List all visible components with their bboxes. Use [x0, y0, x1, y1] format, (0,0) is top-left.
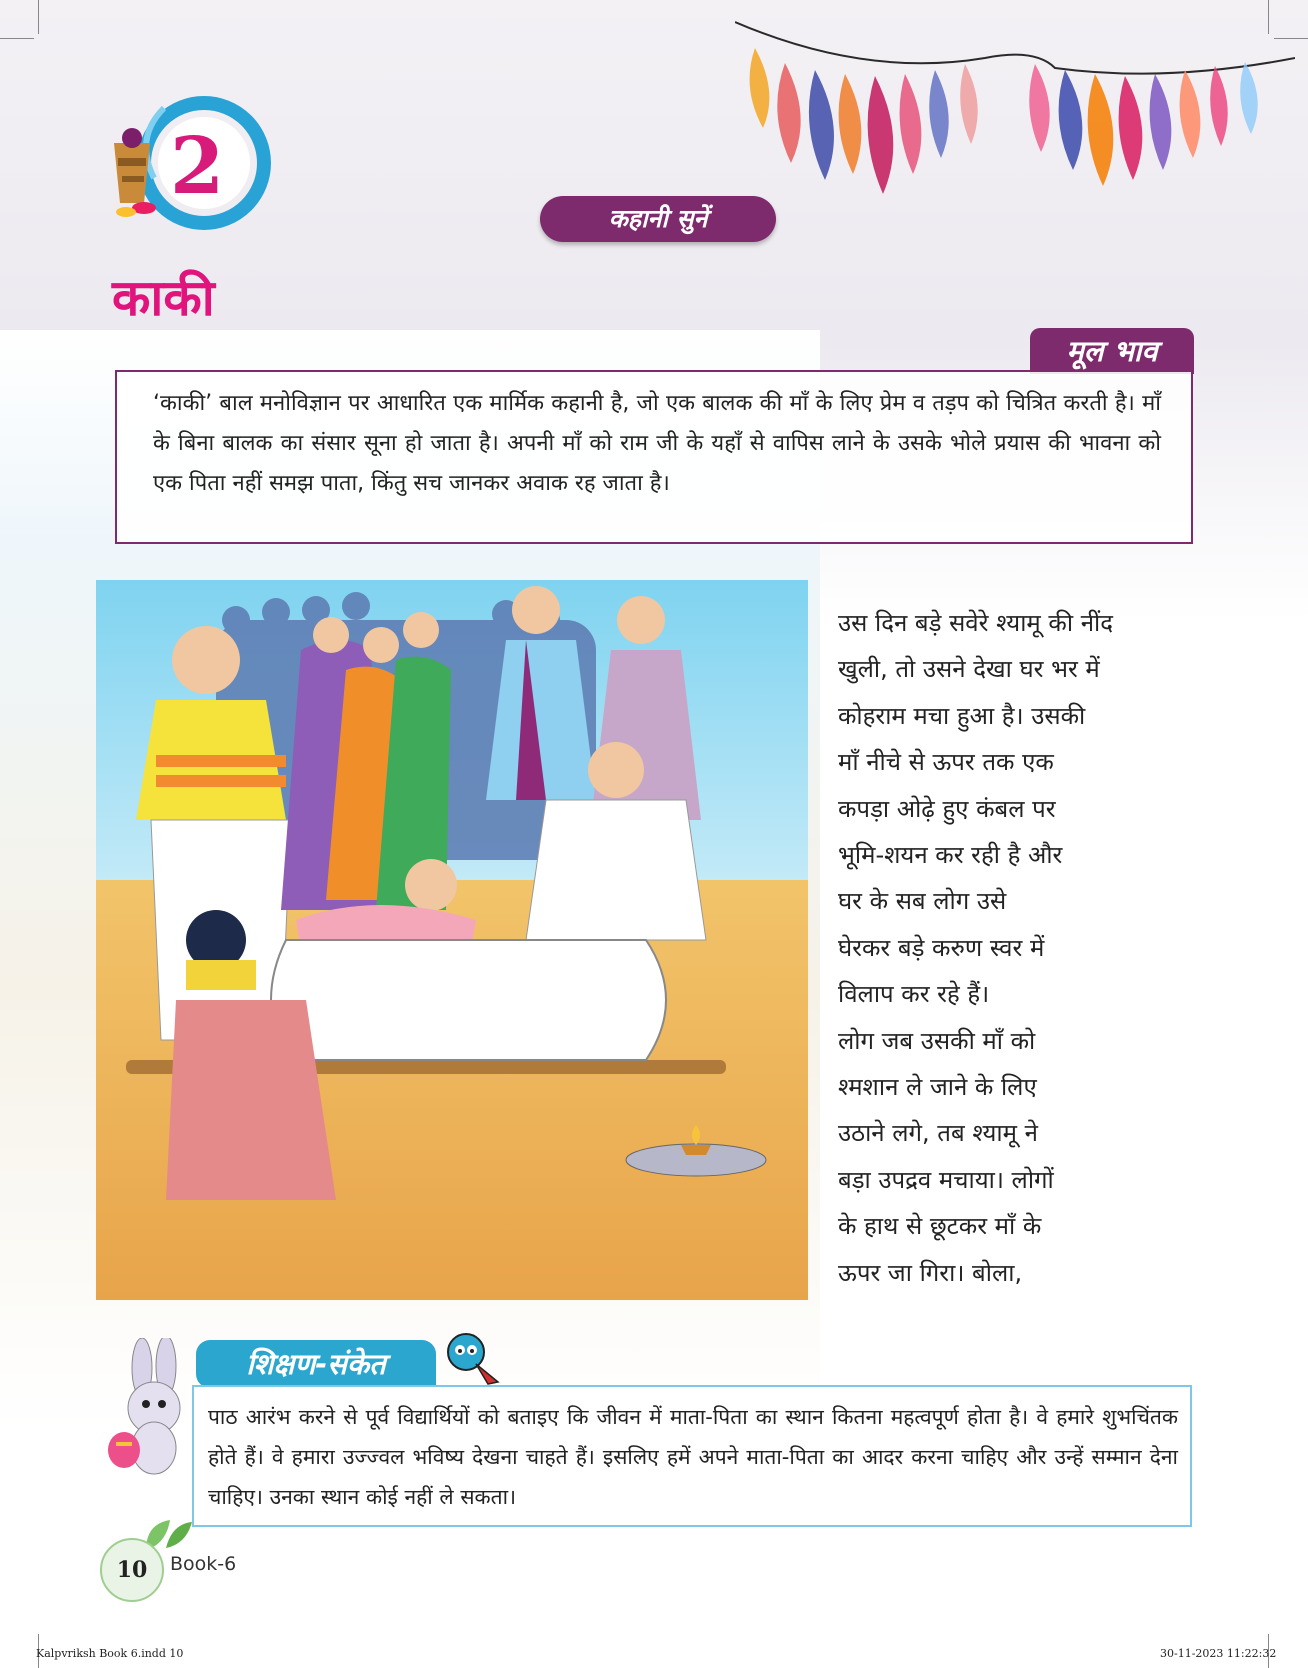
- funeral-scene-illustration: [96, 580, 808, 1300]
- story-line: उस दिन बड़े सवेरे श्यामू की नींद: [838, 609, 1113, 637]
- story-line: घर के सब लोग उसे: [838, 887, 1007, 916]
- story-line: उठाने लगे, तब श्यामू ने: [838, 1119, 1038, 1148]
- listen-story-button[interactable]: कहानी सुनें: [540, 196, 776, 242]
- story-line: माँ नीचे से ऊपर तक एक: [838, 748, 1054, 777]
- story-line: बड़ा उपद्रव मचाया। लोगों: [838, 1165, 1054, 1194]
- story-line: श्मशान ले जाने के लिए: [838, 1073, 1037, 1102]
- file-info: Kalpvriksh Book 6.indd 10: [36, 1647, 184, 1660]
- crop-mark: [0, 38, 34, 39]
- story-line: लोग जब उसकी माँ को: [838, 1026, 1036, 1055]
- story-line: कपड़ा ओढ़े हुए कंबल पर: [838, 794, 1056, 823]
- teaching-hint-heading: शिक्षण-संकेत: [196, 1340, 436, 1388]
- story-line: विलाप कर रहे हैं।: [838, 980, 990, 1009]
- story-line: खुली, तो उसने देखा घर भर में: [838, 655, 1100, 684]
- print-timestamp: 30-11-2023 11:22:32: [1160, 1647, 1277, 1660]
- story-line: भूमि-शयन कर रही है और: [838, 841, 1063, 870]
- chapter-title: काकी: [112, 269, 215, 327]
- summary-box: [115, 370, 1193, 544]
- summary-heading: मूल भाव: [1030, 328, 1194, 374]
- book-label: Book-6: [170, 1553, 237, 1575]
- story-line: घेरकर बड़े करुण स्वर में: [838, 933, 1045, 962]
- feather-garland-illustration: [735, 8, 1295, 208]
- chapter-number: 2: [170, 121, 225, 212]
- page-number: 10: [100, 1538, 164, 1602]
- story-line: कोहराम मचा हुआ है। उसकी: [838, 701, 1086, 730]
- story-text: [838, 600, 1218, 1296]
- pencil-mascot-icon: [440, 1330, 510, 1390]
- teaching-hint-text: पाठ आरंभ करने से पूर्व विद्यार्थियों को बताइए कि जीवन में माता-पिता का स्थान कितना महत्वपूर्ण होता है। वे हमारे शुभचिंतक होते हैं। वे हमारा उज्ज्वल भविष्य देखना चाहते हैं। इसलिए हमें अपने माता-पिता का आदर करना चाहिए और उन्हें सम्मान देना चाहिए। उनका स्थान कोई नहीं ले सकता।: [208, 1405, 1178, 1509]
- story-line: ऊपर जा गिरा। बोला,: [838, 1258, 1023, 1287]
- story-line: के हाथ से छूटकर माँ के: [838, 1212, 1042, 1241]
- teaching-hint-box: [192, 1385, 1192, 1527]
- summary-text: ‘काकी’ बाल मनोविज्ञान पर आधारित एक मार्मिक कहानी है, जो एक बालक की माँ के लिए प्रेम व तड़प को चित्रित करती है। माँ के बिना बालक का संसार सूना हो जाता है। अपनी माँ को राम जी के यहाँ से वापिस लाने के उसके भोले प्रयास की भावना को एक पिता नहीं समझ पाता, किंतु सच जानकर अवाक रह जाता है।: [153, 391, 1162, 496]
- crop-mark: [38, 0, 39, 34]
